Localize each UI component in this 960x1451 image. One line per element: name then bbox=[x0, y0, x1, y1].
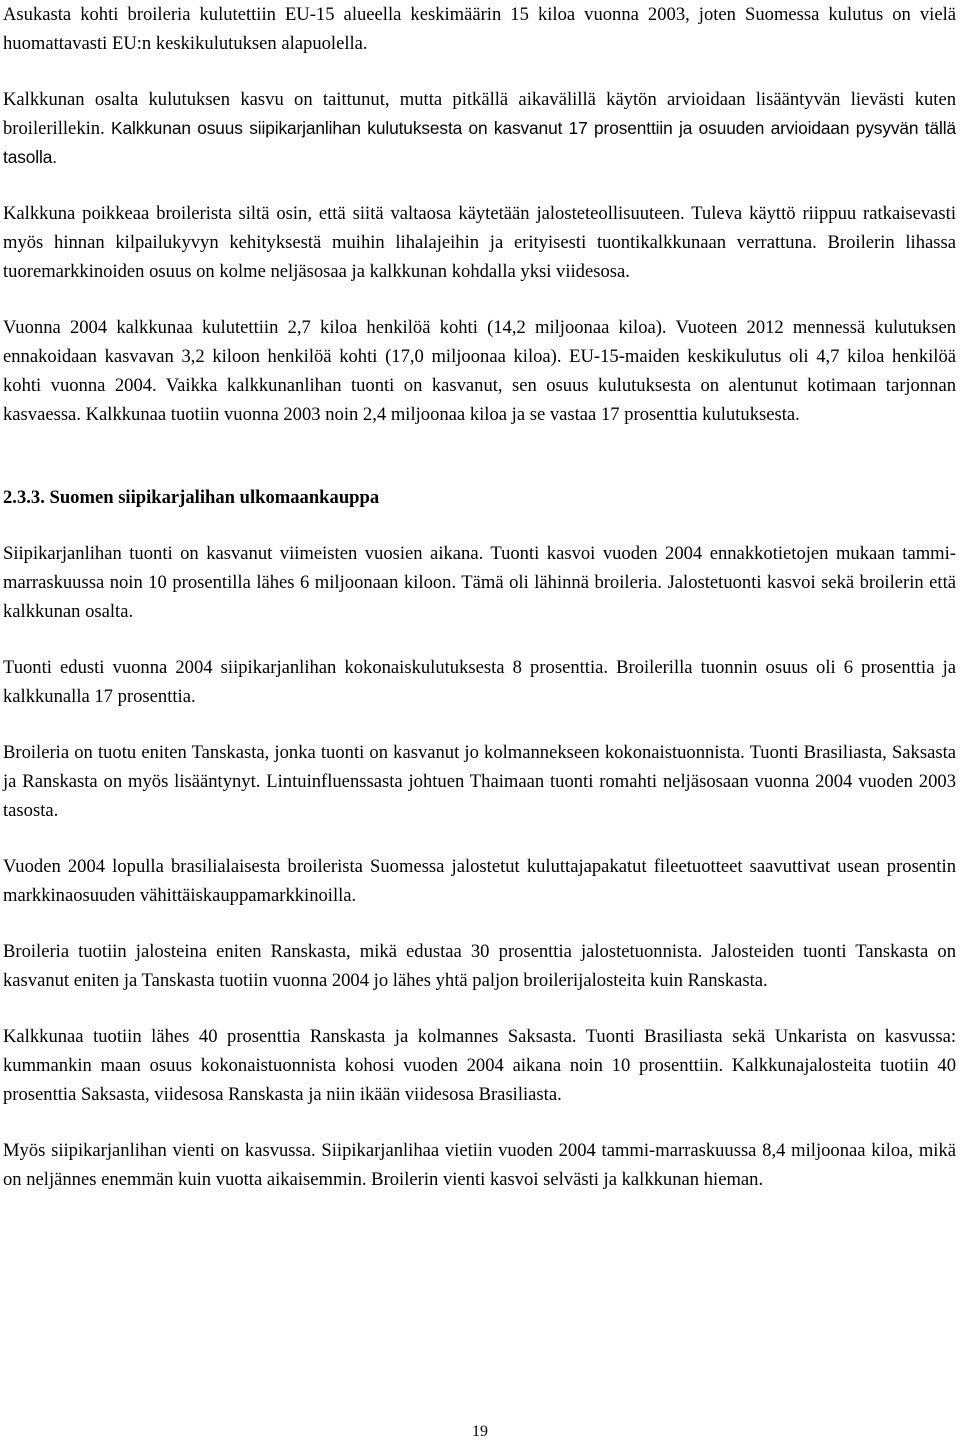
paragraph-turkey-2004-figures: Vuonna 2004 kalkkunaa kulutettiin 2,7 kiloa henkilöä kohti (14,2 miljoonaa kiloa). Vuoteen 2012 mennessä kulutuksen ennakoidaan kasvavan 3,2 kiloon henkilöä kohti (17,0 miljoonaa kiloa). EU-15-maiden keskikulutus oli 4,7 kiloa henkilöä kohti vuonna 2004. Vaikka kalkkunanlihan tuonti on kasvanut, sen osuus kulutuksesta on alentunut kotimaan tarjonnan kasvaessa. Kalkkunaa tuotiin vuonna 2003 noin 2,4 miljoonaa kiloa ja se vastaa 17 prosenttia kulutuksesta. bbox=[3, 317, 956, 425]
document-page bbox=[3, 0, 956, 1194]
page-number: 19 bbox=[472, 1423, 488, 1440]
turkey-share-text: Kalkkunan osuus siipikarjanlihan kulutuksesta on kasvanut 17 prosenttiin ja osuuden arvioidaan pysyvän tällä tasolla. bbox=[3, 118, 956, 167]
turkey-growth-text: Kalkkunan osalta kulutuksen kasvu on taittunut, mutta pitkällä aikavälillä käytön arvioidaan lisääntyvän lievästi kuten broilerillekin. bbox=[3, 89, 956, 139]
paragraph-turkey-consumption-growth bbox=[3, 85, 956, 172]
paragraph-eu-consumption: Asukasta kohti broileria kulutettiin EU-15 alueella keskimäärin 15 kiloa vuonna 2003, joten Suomessa kulutus on vielä huomattavasti EU:n keskikulutuksen alapuolella. bbox=[3, 4, 956, 54]
section-heading: 2.3.3. Suomen siipikarjalihan ulkomaankauppa bbox=[3, 487, 380, 508]
paragraph-turkey-imports: Kalkkunaa tuotiin lähes 40 prosenttia Ranskasta ja kolmannes Saksasta. Tuonti Brasiliasta sekä Unkarista on kasvussa: kummankin maan osuus kokonaistuonnista kohosi vuoden 2004 aikana noin 10 prosenttiin. Kalkkunajalosteita tuotiin 40 prosenttia Saksasta, viidesosa Ranskasta ja niin ikään viidesosa Brasiliasta. bbox=[3, 1026, 956, 1105]
paragraph-processed-broiler-imports: Broileria tuotiin jalosteina eniten Ranskasta, mikä edustaa 30 prosenttia jalostetuonnista. Jalosteiden tuonti Tanskasta on kasvanut eniten ja Tanskasta tuotiin vuonna 2004 jo lähes yhtä paljon broilerijalosteita kuin Ranskasta. bbox=[3, 941, 956, 991]
paragraph-broiler-import-countries: Broileria on tuotu eniten Tanskasta, jonka tuonti on kasvanut jo kolmannekseen kokonaistuonnista. Tuonti Brasiliasta, Saksasta ja Ranskasta on myös lisääntynyt. Lintuinfluenssasta johtuen Thaimaan tuonti romahti neljäsosaan vuonna 2004 vuoden 2003 tasosta. bbox=[3, 742, 956, 821]
paragraph-import-growth: Siipikarjanlihan tuonti on kasvanut viimeisten vuosien aikana. Tuonti kasvoi vuoden 2004 ennakkotietojen mukaan tammi-marraskuussa noin 10 prosentilla lähes 6 miljoonaan kiloon. Tämä oli lähinnä broileria. Jalostetuonti kasvoi sekä broilerin että kalkkunan osalta. bbox=[3, 543, 956, 622]
paragraph-turkey-processing: Kalkkuna poikkeaa broilerista siltä osin, että siitä valtaosa käytetään jalosteteollisuuteen. Tuleva käyttö riippuu ratkaisevasti myös hinnan kilpailukyvyn kehityksestä muihin lihalajeihin ja erityisesti tuontikalkkunaan verrattuna. Broilerin lihassa tuoremarkkinoiden osuus on kolme neljäsosaa ja kalkkunan kohdalla yksi viidesosa. bbox=[3, 203, 956, 282]
paragraph-import-share: Tuonti edusti vuonna 2004 siipikarjanlihan kokonaiskulutuksesta 8 prosenttia. Broilerilla tuonnin osuus oli 6 prosenttia ja kalkkunalla 17 prosenttia. bbox=[3, 657, 956, 707]
paragraph-poultry-exports: Myös siipikarjanlihan vienti on kasvussa. Siipikarjanlihaa vietiin vuoden 2004 tammi-marraskuussa 8,4 miljoonaa kiloa, mikä on neljännes enemmän kuin vuotta aikaisemmin. Broilerin vienti kasvoi selvästi ja kalkkunan hieman. bbox=[3, 1140, 956, 1190]
paragraph-brazil-fillet-products: Vuoden 2004 lopulla brasilialaisesta broilerista Suomessa jalostetut kuluttajapakatut fileetuotteet saavuttivat usean prosentin markkinaosuuden vähittäiskauppamarkkinoilla. bbox=[3, 856, 956, 906]
